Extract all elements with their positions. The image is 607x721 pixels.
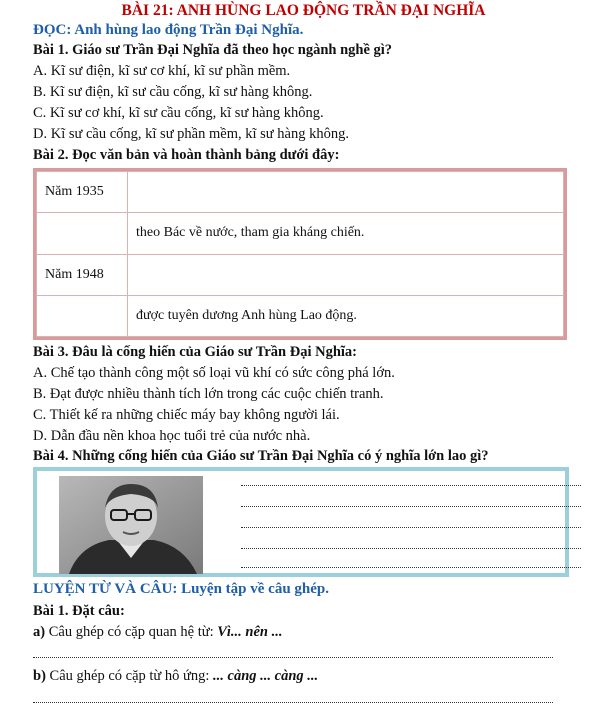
portrait-photo [59,476,203,574]
ltvc-exercise: Bài 1. Đặt câu: [33,603,125,619]
answer-line[interactable] [241,506,581,507]
answer-line[interactable] [33,657,553,658]
table-row [37,254,564,295]
item-b-text: Câu ghép có cặp từ hô ứng: [45,668,214,684]
q4-question: Bài 4. Những cống hiến của Giáo sư Trần Đại Nghĩa có ý nghĩa lớn lao gì? [33,448,489,464]
q1-question: Bài 1. Giáo sư Trần Đại Nghĩa đã theo học ngành nghề gì? [33,42,393,58]
answer-line[interactable] [241,548,581,549]
year-cell: Năm 1948 [37,254,128,295]
ltvc-heading: LUYỆN TỪ VÀ CÂU: Luyện tập về câu ghép. [33,581,330,597]
answer-line[interactable] [33,702,553,703]
event-cell[interactable] [128,254,564,295]
q3-option-b[interactable]: B. Đạt được nhiều thành tích lớn trong các cuộc chiến tranh. [33,386,384,402]
answer-line[interactable] [241,485,581,486]
q2-question: Bài 2. Đọc văn bản và hoàn thành bảng dưới đây: [33,147,340,163]
item-a-pair: Vì... nên ... [217,624,283,640]
q3-option-d[interactable]: D. Dẫn đầu nền khoa học tuổi trẻ của nước nhà. [33,428,311,444]
q3-question: Bài 3. Đâu là cống hiến của Giáo sư Trần Đại Nghĩa: [33,344,357,360]
reading-heading: ĐỌC: Anh hùng lao động Trần Đại Nghĩa. [33,22,304,38]
item-a-label: a) [33,624,46,640]
portrait-image [59,476,203,574]
q1-option-a[interactable]: A. Kĩ sư điện, kĩ sư cơ khí, kĩ sư phần mềm. [33,63,291,79]
table-row [37,295,564,336]
q3-option-a[interactable]: A. Chế tạo thành công một số loại vũ khí có sức công phá lớn. [33,365,395,381]
q3-option-c[interactable]: C. Thiết kế ra những chiếc máy bay không người lái. [33,407,340,423]
q1-option-b[interactable]: B. Kĩ sư điện, kĩ sư cầu cống, kĩ sư hàng không. [33,84,313,100]
q1-option-c[interactable]: C. Kĩ sư cơ khí, kĩ sư cầu cống, kĩ sư hàng không. [33,105,324,121]
lesson-title: BÀI 21: ANH HÙNG LAO ĐỘNG TRẦN ĐẠI NGHĨA [121,2,486,19]
year-cell[interactable] [37,295,128,336]
answer-line[interactable] [241,527,581,528]
timeline-table [33,168,567,340]
item-a [33,624,283,641]
q1-option-d[interactable]: D. Kĩ sư cầu cống, kĩ sư phần mềm, kĩ sư hàng không. [33,126,349,142]
year-cell[interactable] [37,213,128,254]
table-row [37,172,564,213]
q4-answer-box [33,467,569,577]
table-row [37,213,564,254]
item-b-pair: ... càng ... càng ... [213,668,319,684]
answer-line[interactable] [241,567,581,568]
item-a-text: Câu ghép có cặp quan hệ từ: [45,624,218,640]
event-cell: theo Bác về nước, tham gia kháng chiến. [128,213,564,254]
event-cell[interactable] [128,172,564,213]
item-b [33,668,318,685]
item-b-label: b) [33,668,46,684]
year-cell: Năm 1935 [37,172,128,213]
event-cell: được tuyên dương Anh hùng Lao động. [128,295,564,336]
